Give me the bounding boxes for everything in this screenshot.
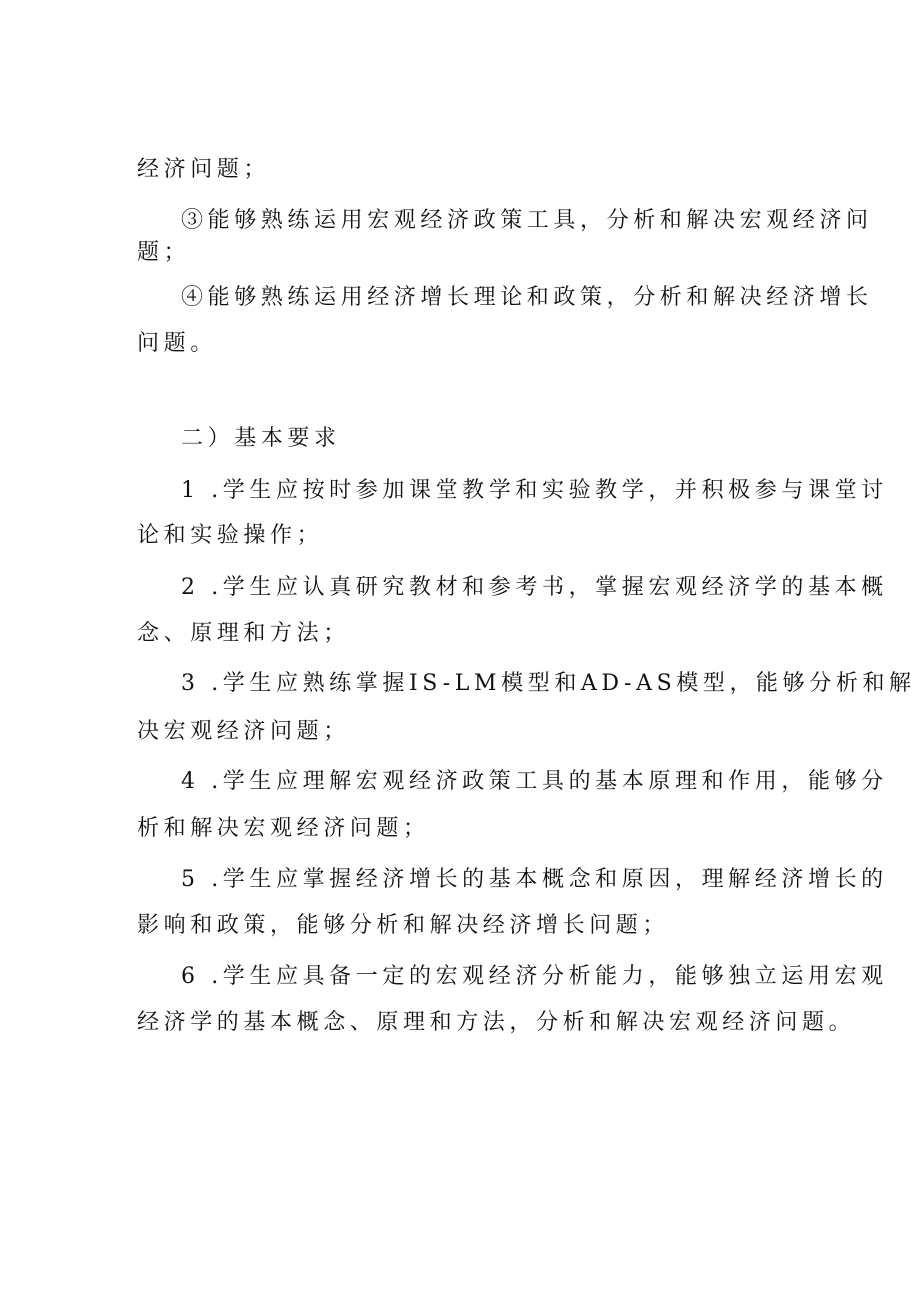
section-heading: 二）基本要求 bbox=[181, 426, 341, 451]
list-item-line: 析和解决宏观经济问题； bbox=[137, 816, 430, 841]
list-item-line: 4 .学生应理解宏观经济政策工具的基本原理和作用，能够分 bbox=[181, 769, 888, 794]
list-item-line: 决宏观经济问题； bbox=[137, 719, 350, 744]
paragraph-line: 题； bbox=[137, 240, 191, 265]
list-item-line: 3 .学生应熟练掌握IS-LM模型和AD-AS模型，能够分析和解 bbox=[181, 671, 916, 696]
list-item-line: 1 .学生应按时参加课堂教学和实验教学，并积极参与课堂讨 bbox=[181, 478, 888, 503]
list-item-line: 5 .学生应掌握经济增长的基本概念和原因，理解经济增长的 bbox=[181, 867, 888, 892]
paragraph-line: 问题。 bbox=[137, 331, 217, 356]
list-item-line: 念、原理和方法； bbox=[137, 621, 350, 646]
list-item-line: 影响和政策，能够分析和解决经济增长问题； bbox=[137, 913, 670, 938]
list-item-line: 经济学的基本概念、原理和方法，分析和解决宏观经济问题。 bbox=[137, 1010, 856, 1035]
paragraph-line: ③能够熟练运用宏观经济政策工具，分析和解决宏观经济问 bbox=[181, 208, 873, 233]
paragraph-line: ④能够熟练运用经济增长理论和政策，分析和解决经济增长 bbox=[181, 285, 873, 310]
list-item-line: 论和实验操作； bbox=[137, 523, 324, 548]
list-item-line: 6 .学生应具备一定的宏观经济分析能力，能够独立运用宏观 bbox=[181, 964, 888, 989]
paragraph-line: 经济问题； bbox=[137, 157, 271, 182]
list-item-line: 2 .学生应认真研究教材和参考书，掌握宏观经济学的基本概 bbox=[181, 575, 888, 600]
